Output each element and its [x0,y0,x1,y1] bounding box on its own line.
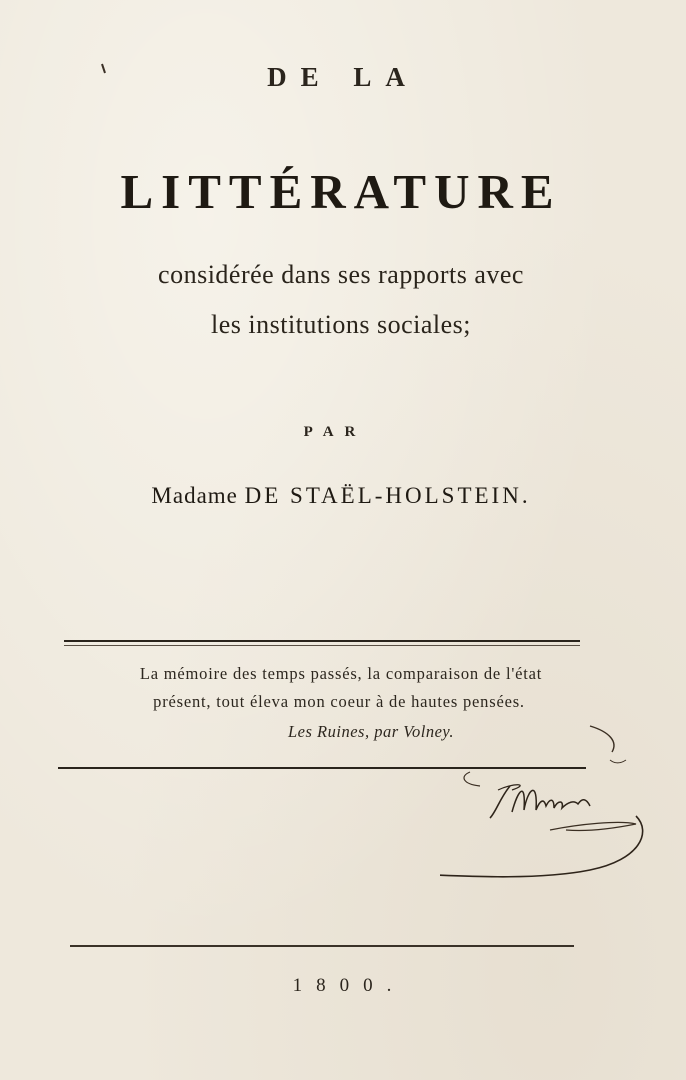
handwritten-signature [440,720,660,890]
epigraph-attribution: Les Ruines, par Volney. [288,722,454,741]
bottom-rule [70,945,574,947]
author-prefix: Madame [151,483,238,508]
main-title: LITTÉRATURE [120,164,562,219]
epigraph-line-2: présent, tout éleva mon coeur à de hautes pensées. [153,692,525,711]
author-line [0,483,684,509]
epigraph-line-1: La mémoire des temps passés, la comparaison de l'état [139,664,543,683]
subtitle-line-2: les institutions sociales; [211,310,471,339]
title-preamble: DE LA [267,62,419,92]
publication-year: 1800. [292,975,406,996]
top-rule [64,640,580,642]
top-rule-thin [64,645,580,646]
author-name: DE STAËL-HOLSTEIN. [244,483,531,508]
by-label: PAR [303,424,367,440]
ink-speck [100,62,108,76]
subtitle-line-1: considérée dans ses rapports avec [158,260,524,289]
